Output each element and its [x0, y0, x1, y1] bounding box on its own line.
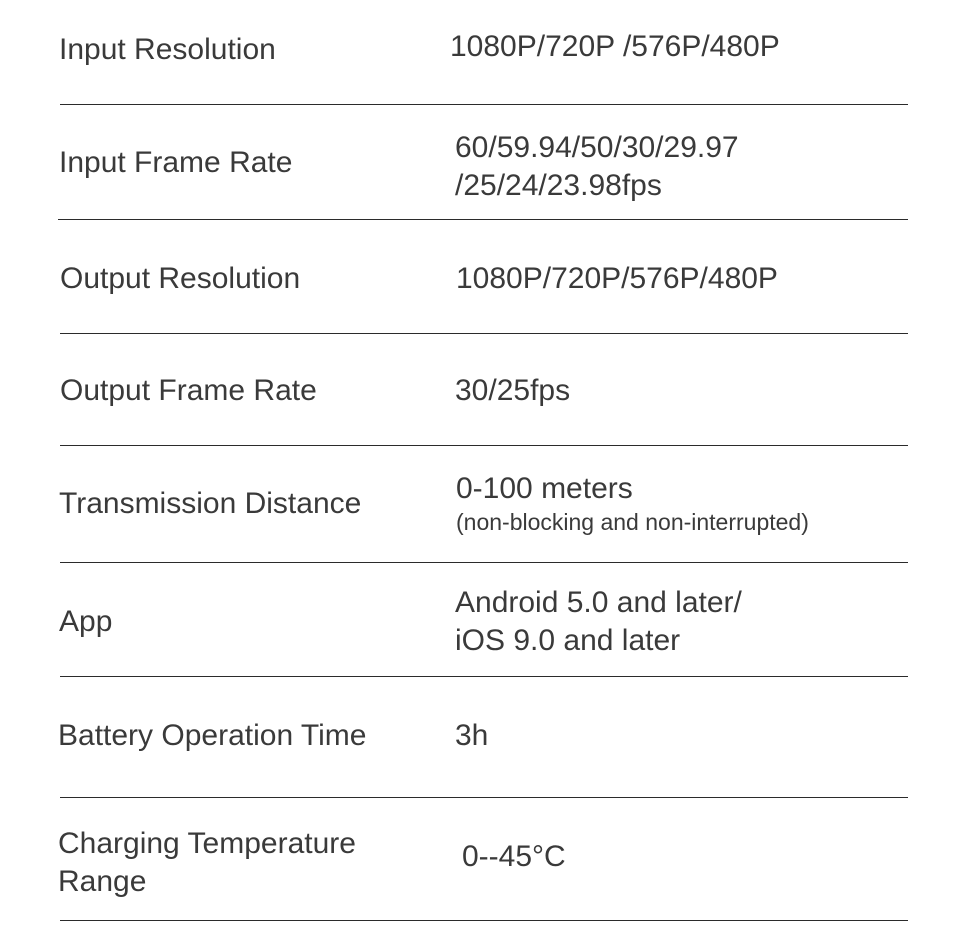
row-divider — [60, 333, 908, 334]
spec-label — [58, 825, 356, 901]
row-divider — [60, 562, 908, 563]
spec-value-note: (non-blocking and non-interrupted) — [456, 509, 809, 535]
spec-value-line: Android 5.0 and later/ — [455, 586, 742, 619]
spec-label: Input Resolution — [59, 33, 276, 66]
spec-value — [455, 129, 739, 205]
spec-label-line: Range — [58, 865, 147, 898]
spec-value-line: 0-100 meters — [456, 472, 633, 505]
spec-value — [456, 470, 809, 536]
spec-value: 30/25fps — [455, 374, 571, 407]
row-divider — [60, 104, 908, 105]
spec-value: 3h — [455, 719, 489, 752]
spec-value-line: iOS 9.0 and later — [455, 624, 681, 657]
row-divider — [60, 676, 908, 677]
spec-label: Transmission Distance — [59, 487, 362, 520]
spec-value-line: /25/24/23.98fps — [455, 169, 662, 202]
spec-label: Input Frame Rate — [59, 146, 293, 179]
spec-label: App — [59, 605, 113, 638]
row-divider — [58, 219, 908, 220]
spec-label: Output Frame Rate — [60, 374, 317, 407]
row-divider — [60, 797, 908, 798]
spec-label: Battery Operation Time — [58, 719, 367, 752]
spec-label-line: Charging Temperature — [58, 827, 356, 860]
spec-value: 1080P/720P /576P/480P — [450, 30, 780, 63]
spec-value — [455, 584, 742, 660]
spec-value: 1080P/720P/576P/480P — [456, 262, 778, 295]
spec-value: 0--45°C — [462, 840, 566, 873]
spec-value-line: 60/59.94/50/30/29.97 — [455, 131, 739, 164]
spec-label: Output Resolution — [60, 262, 301, 295]
row-divider — [60, 445, 908, 446]
row-divider — [60, 920, 908, 921]
